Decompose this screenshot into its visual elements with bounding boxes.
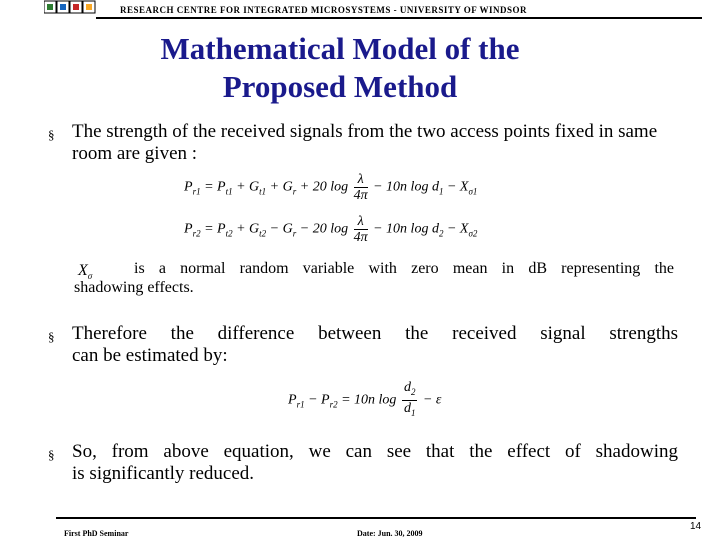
bullet-1-text: The strength of the received signals from the two access points fixed in same room are given : (72, 121, 658, 164)
footer-date: Date: Jun. 30, 2009 (357, 529, 423, 538)
shadowing-description (74, 259, 674, 297)
equation-pr1: $P_{r1} = P_{t1} + G_{t1} + G_r + 20$ log $\frac{\lambda}{4\pi}$ − 10n $\log d_1 - X_{\sigma 1}$ (184, 172, 478, 203)
header-divider (96, 17, 702, 19)
page-number: 14 (690, 521, 702, 532)
bullet-2-line-2: can be estimated by: (72, 345, 228, 366)
slide-title (0, 30, 680, 106)
equation-difference: $P_{r1} - P_{r2} = 10n$ log $\frac{d_2}{d_1}$ − ε (288, 380, 442, 418)
shadowing-line-2: shadowing effects. (74, 279, 194, 296)
x-sigma-symbol: $X_\sigma$ (78, 262, 93, 282)
title-line-1: Mathematical Model of the (160, 31, 520, 66)
university-logo (44, 0, 96, 20)
bullet-1 (48, 121, 678, 165)
bullet-2: § Therefore the difference between the received signal strengths can be estimated by: (48, 323, 678, 366)
bullet-2-line-1: Therefore the difference between the received signal strengths (72, 323, 678, 344)
bullet-3-line-1: So, from above equation, we can see that the effect of shadowing (72, 441, 678, 462)
equation-pr2: $P_{r2} = P_{t2} + G_{t2} - G_r - 20$ log $\frac{\lambda}{4\pi}$ − 10n $\log d_2 - X_{\sigma 2}$ (184, 214, 478, 245)
header-org-text: RESEARCH CENTRE FOR INTEGRATED MICROSYSTEMS - UNIVERSITY OF WINDSOR (120, 5, 528, 15)
footer-left-text: First PhD Seminar (64, 529, 129, 538)
shadowing-line-1: is a normal random variable with zero mean in dB representing the (134, 260, 674, 277)
bullet-3-line-2: is significantly reduced. (72, 463, 255, 484)
bullet-marker: § (48, 127, 55, 142)
title-line-2: Proposed Method (222, 69, 458, 104)
bullet-3: § So, from above equation, we can see that the effect of shadowing is significantly reduced. (48, 441, 678, 484)
footer-divider (56, 517, 696, 519)
